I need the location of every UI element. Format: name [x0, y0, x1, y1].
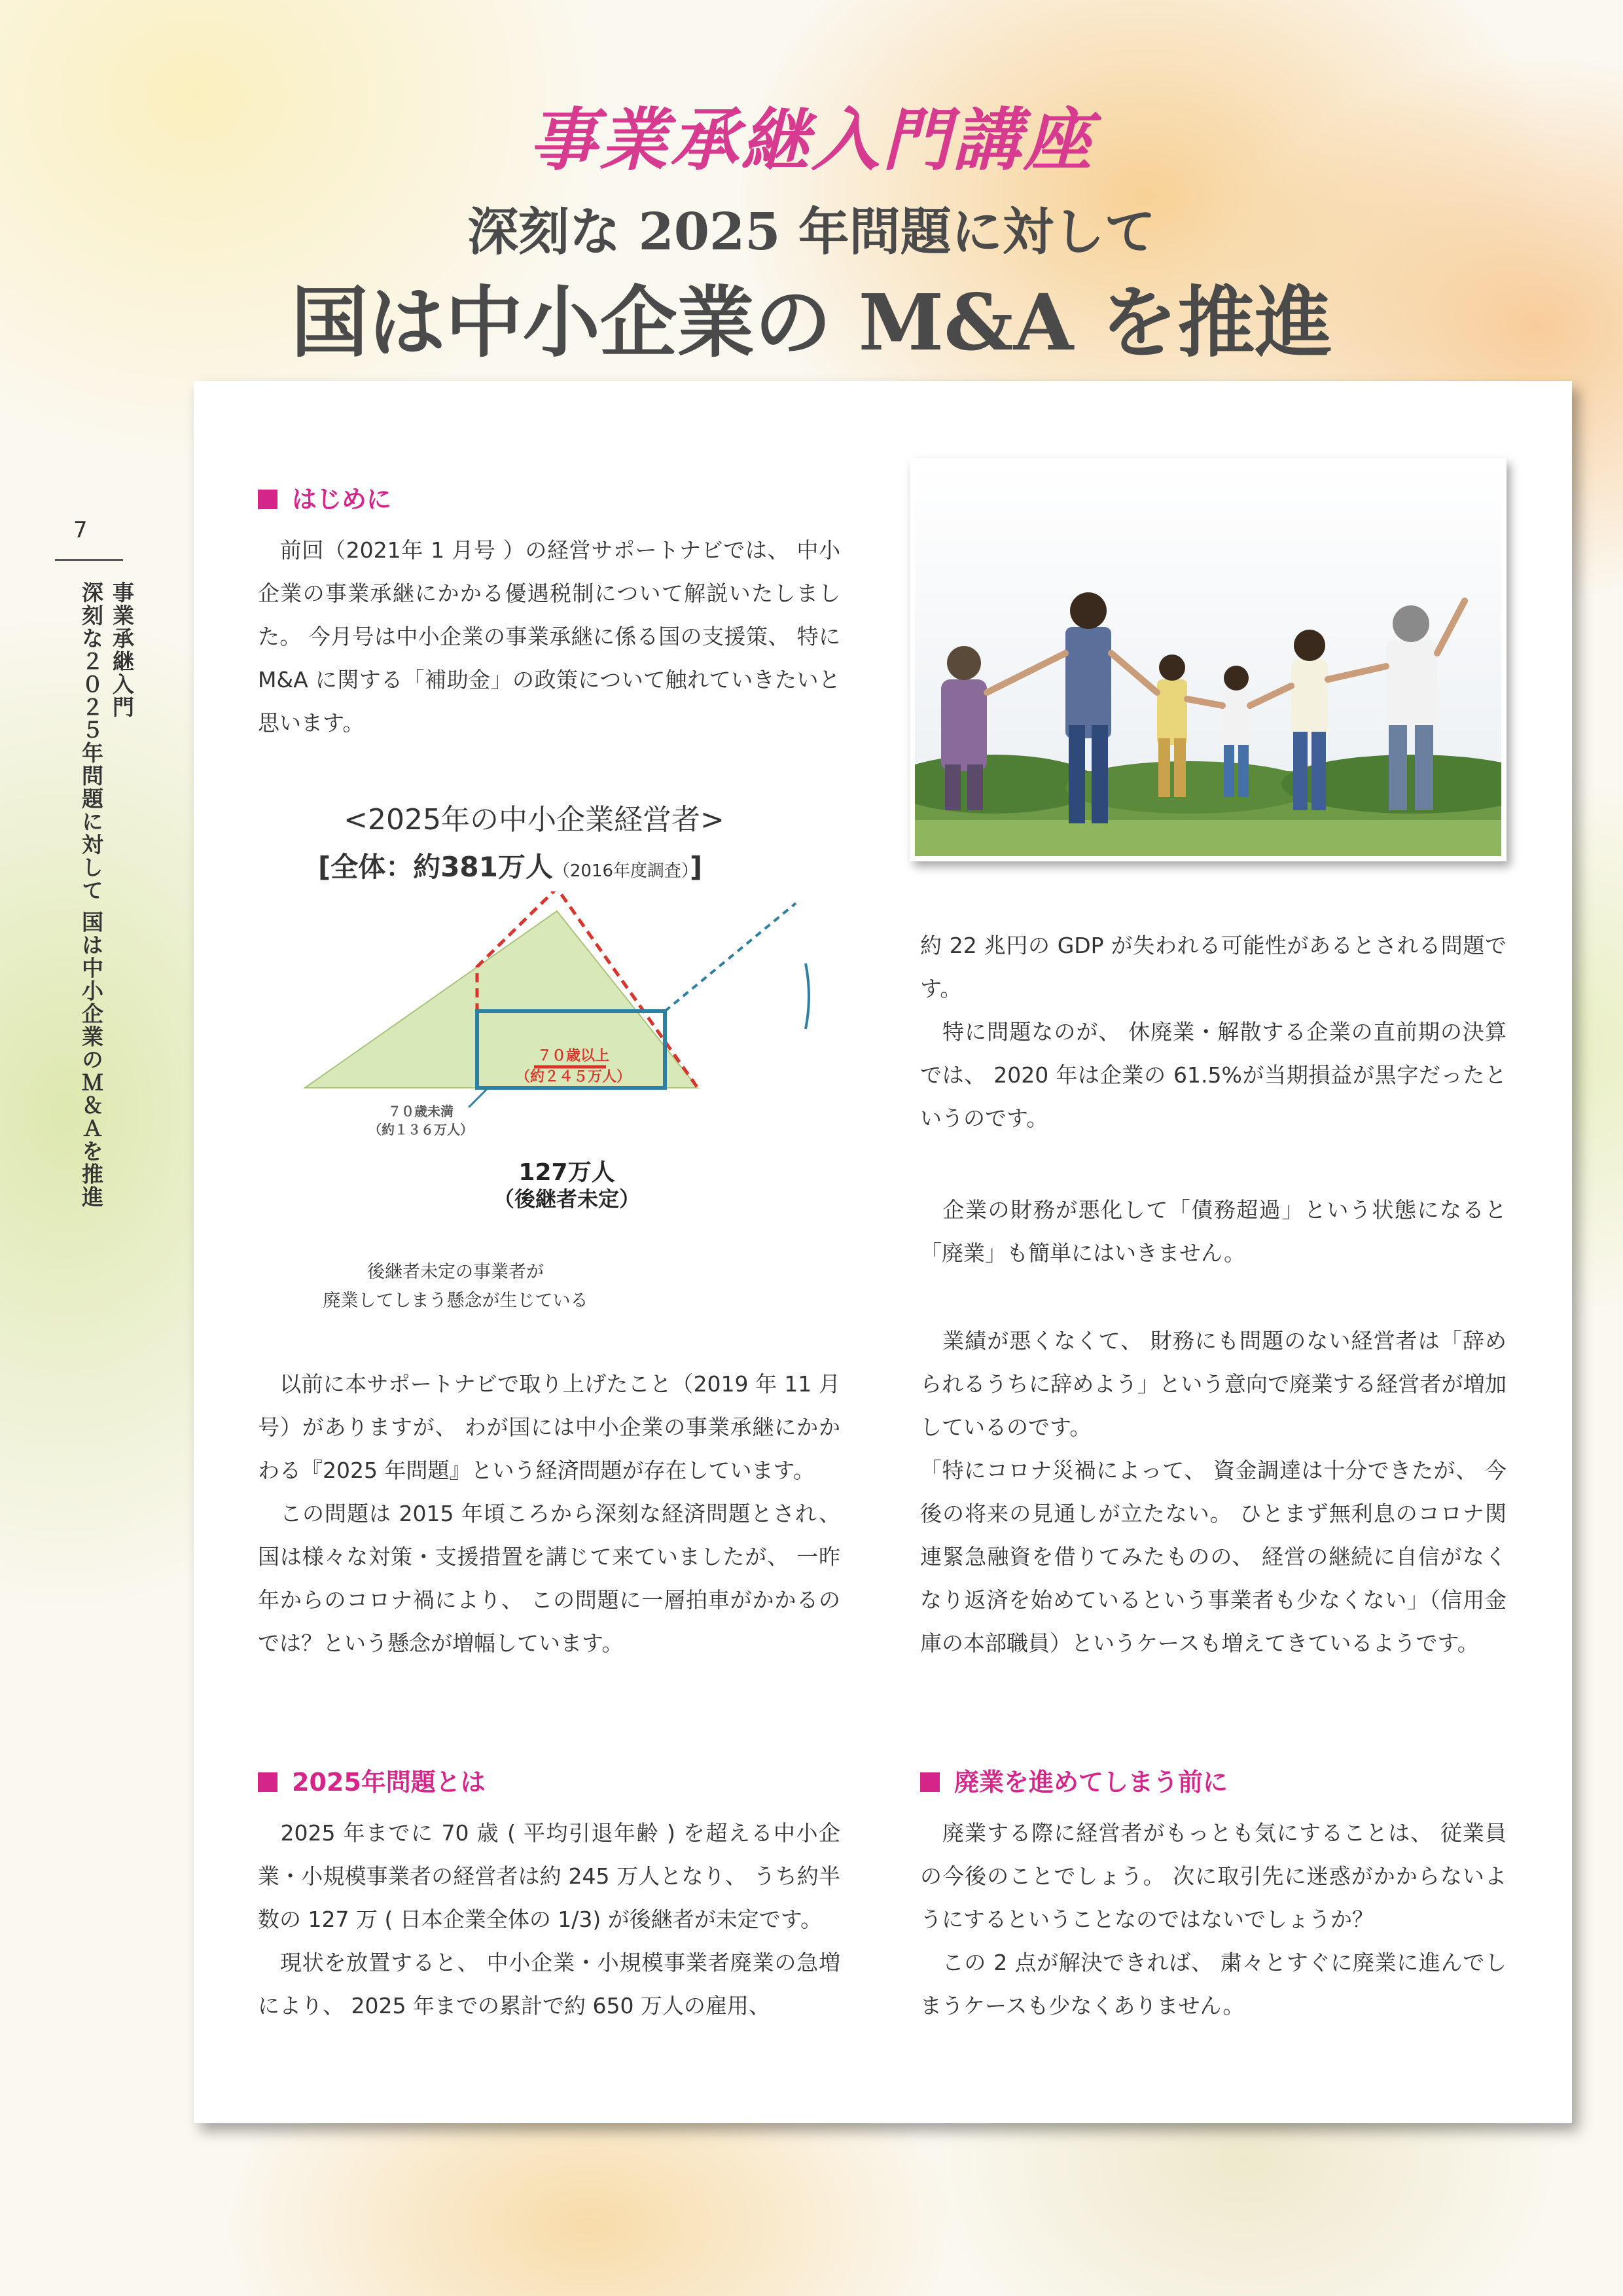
figure-title: <2025年の中小企業経営者> [344, 803, 724, 836]
heading-before-closure: 廃業を進めてしまう前に [920, 1762, 1228, 1798]
before-closure-paragraph: 廃業する際に経営者がもっとも気にすることは、 従業員の今後のことでしょう。 次に取引先に迷惑がかからないようにするということなのではないでしょうか？ この 2 点が解決できれば、 粛々とすぐに廃業に進んでしまうケースも少なくありません。 [920, 1820, 1507, 2018]
series-title: 事業承継入門講座 [528, 100, 1094, 180]
label-under70: ７０歳未満 （約１３６万人） [368, 1103, 473, 1138]
square-bullet-icon [258, 490, 277, 509]
label-no-successor: （後継者未定） [493, 1187, 640, 1211]
page-number-rule [55, 559, 123, 561]
article-subtitle: 深刻な 2025 年問題に対して [467, 202, 1156, 262]
figure-note: 後継者未定の事業者が 廃業してしまう懸念が生じている [323, 1262, 588, 1311]
problem-background-paragraph: 以前に本サポートナビで取り上げたこと（2019 年 11 月号）がありますが、 わが国には中小企業の事業承継にかかわる『2025 年問題』という経済問題が存在しています。 この問題は 2015 年頃ころから深刻な経済問題とされ、 国は様々な対策・支援措置を講じて来ていましたが、 一昨年からのコロナ禍により、 この問題に一層拍車がかかるのでは？という懸念が増幅しています。 [258, 1371, 840, 1656]
figure-subtitle: [全体：約381万人（2016年度調査）] [318, 851, 703, 883]
debt-paragraph: 企業の財務が悪化して「債務超過」という状態になると「廃業」も簡単にはいきません。 [920, 1197, 1507, 1266]
label-no-successor-count: 127万人 [518, 1159, 615, 1186]
square-bullet-icon [258, 1772, 277, 1792]
label-over70: ７０歳以上 （約２４５万人） [515, 1048, 631, 1085]
callout-arc [806, 963, 809, 1029]
side-running-title [76, 581, 137, 1209]
heading-intro: はじめに [258, 479, 391, 515]
article-card [194, 381, 1572, 2123]
photo-illustration [915, 463, 1501, 856]
square-bullet-icon [920, 1772, 940, 1792]
intro-paragraph: 前回（2021年 1 月号 ）の経営サポートナビでは、 中小企業の事業承継にかかる優遇税制について解説いたしました。 今月号は中小企業の事業承継に係る国の支援策、 特に M&A に関する「補助金」の政策について触れていきたいと思います。 [258, 537, 840, 736]
heading-2025-problem: 2025年問題とは [258, 1762, 486, 1798]
gdp-loss-paragraph: 約 22 兆円の GDP が失われる可能性があるとされる問題です。 特に問題なのが、 休廃業・解散する企業の直前期の決算では、 2020 年は企業の 61.5%が当期損益が黒字だったというのです。 [920, 933, 1507, 1131]
callout-dashed-line [665, 903, 796, 1011]
family-jumping-photo [910, 458, 1507, 861]
article-title: 国は中小企業の M&A を推進 [291, 277, 1332, 368]
side-title-label: 深刻な２０２５年問題に対して 国は中小企業のＭ＆Ａを推進 [79, 581, 104, 1209]
problem-2025-paragraph: 2025 年までに 70 歳 ( 平均引退年齢 ) を超える中小企業・小規模事業者の経営者は約 245 万人となり、 うち約半数の 127 万 ( 日本企業全体の 1/3) が後継者が未定です。 現状を放置すると、 中小企業・小規模事業者廃業の急増により、 2025 年までの累計で約 650 万人の雇用、 [258, 1820, 840, 2018]
voluntary-closure-paragraph: 業績が悪くなくて、 財務にも問題のない経営者は「辞められるうちに辞めよう」という意向で廃業する経営者が増加しているのです。 「特にコロナ災禍によって、 資金調達は十分できたが、 今後の将来の見通しが立たない。 ひとまず無利息のコロナ関連緊急融資を借りてみたものの、 経営の継続に自信がなくなり返済を始めているという事業者も少なくない」（信用金庫の本部職員）というケースも増えてきているようです。 [920, 1328, 1507, 1656]
side-series-label: 事業承継入門 [109, 581, 135, 719]
page-number: 7 [73, 517, 88, 543]
